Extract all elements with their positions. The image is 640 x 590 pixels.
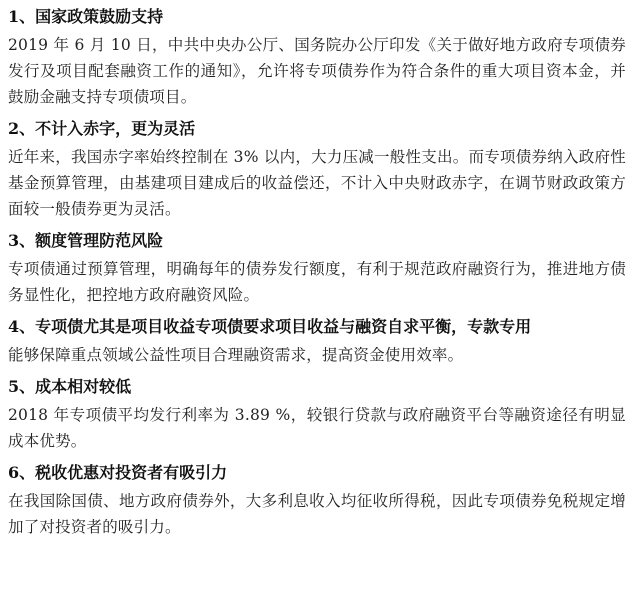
section-paragraph: 近年来，我国赤字率始终控制在 3% 以内，大力压减一般性支出。而专项债券纳入政府性基金预算管理，由基建项目建成后的收益偿还，不计入中央财政赤字，在调节财政政策方面较一般债券更为灵活。 (8, 148, 626, 218)
section-paragraph: 专项债通过预算管理，明确每年的债券发行额度，有利于规范政府融资行为，推进地方债务显性化，把控地方政府融资风险。 (8, 260, 626, 304)
section-paragraph: 在我国除国债、地方政府债券外，大多利息收入均征收所得税，因此专项债券免税规定增加了对投资者的吸引力。 (8, 492, 626, 536)
section-heading: 3、额度管理防范风险 (8, 231, 164, 250)
section-paragraph: 2018 年专项债平均发行利率为 3.89 %，较银行贷款与政府融资平台等融资途径有明显成本优势。 (8, 406, 626, 450)
section-paragraph: 2019 年 6 月 10 日，中共中央办公厅、国务院办公厅印发《关于做好地方政府专项债券发行及项目配套融资工作的通知》，允许将专项债券作为符合条件的重大项目资本金，并鼓励金融支持专项债项目。 (8, 36, 626, 106)
section-heading: 1、国家政策鼓励支持 (8, 7, 164, 26)
section-1 (8, 4, 626, 116)
section-6 (8, 460, 626, 546)
section-2 (8, 116, 626, 228)
section-5 (8, 374, 626, 460)
section-heading: 5、成本相对较低 (8, 377, 132, 396)
section-heading: 2、不计入赤字，更为灵活 (8, 119, 196, 138)
section-3 (8, 228, 626, 314)
section-heading: 4、专项债尤其是项目收益专项债要求项目收益与融资自求平衡，专款专用 (8, 317, 532, 336)
section-4 (8, 314, 626, 374)
section-heading: 6、税收优惠对投资者有吸引力 (8, 463, 228, 482)
section-paragraph: 能够保障重点领域公益性项目合理融资需求，提高资金使用效率。 (8, 346, 464, 364)
